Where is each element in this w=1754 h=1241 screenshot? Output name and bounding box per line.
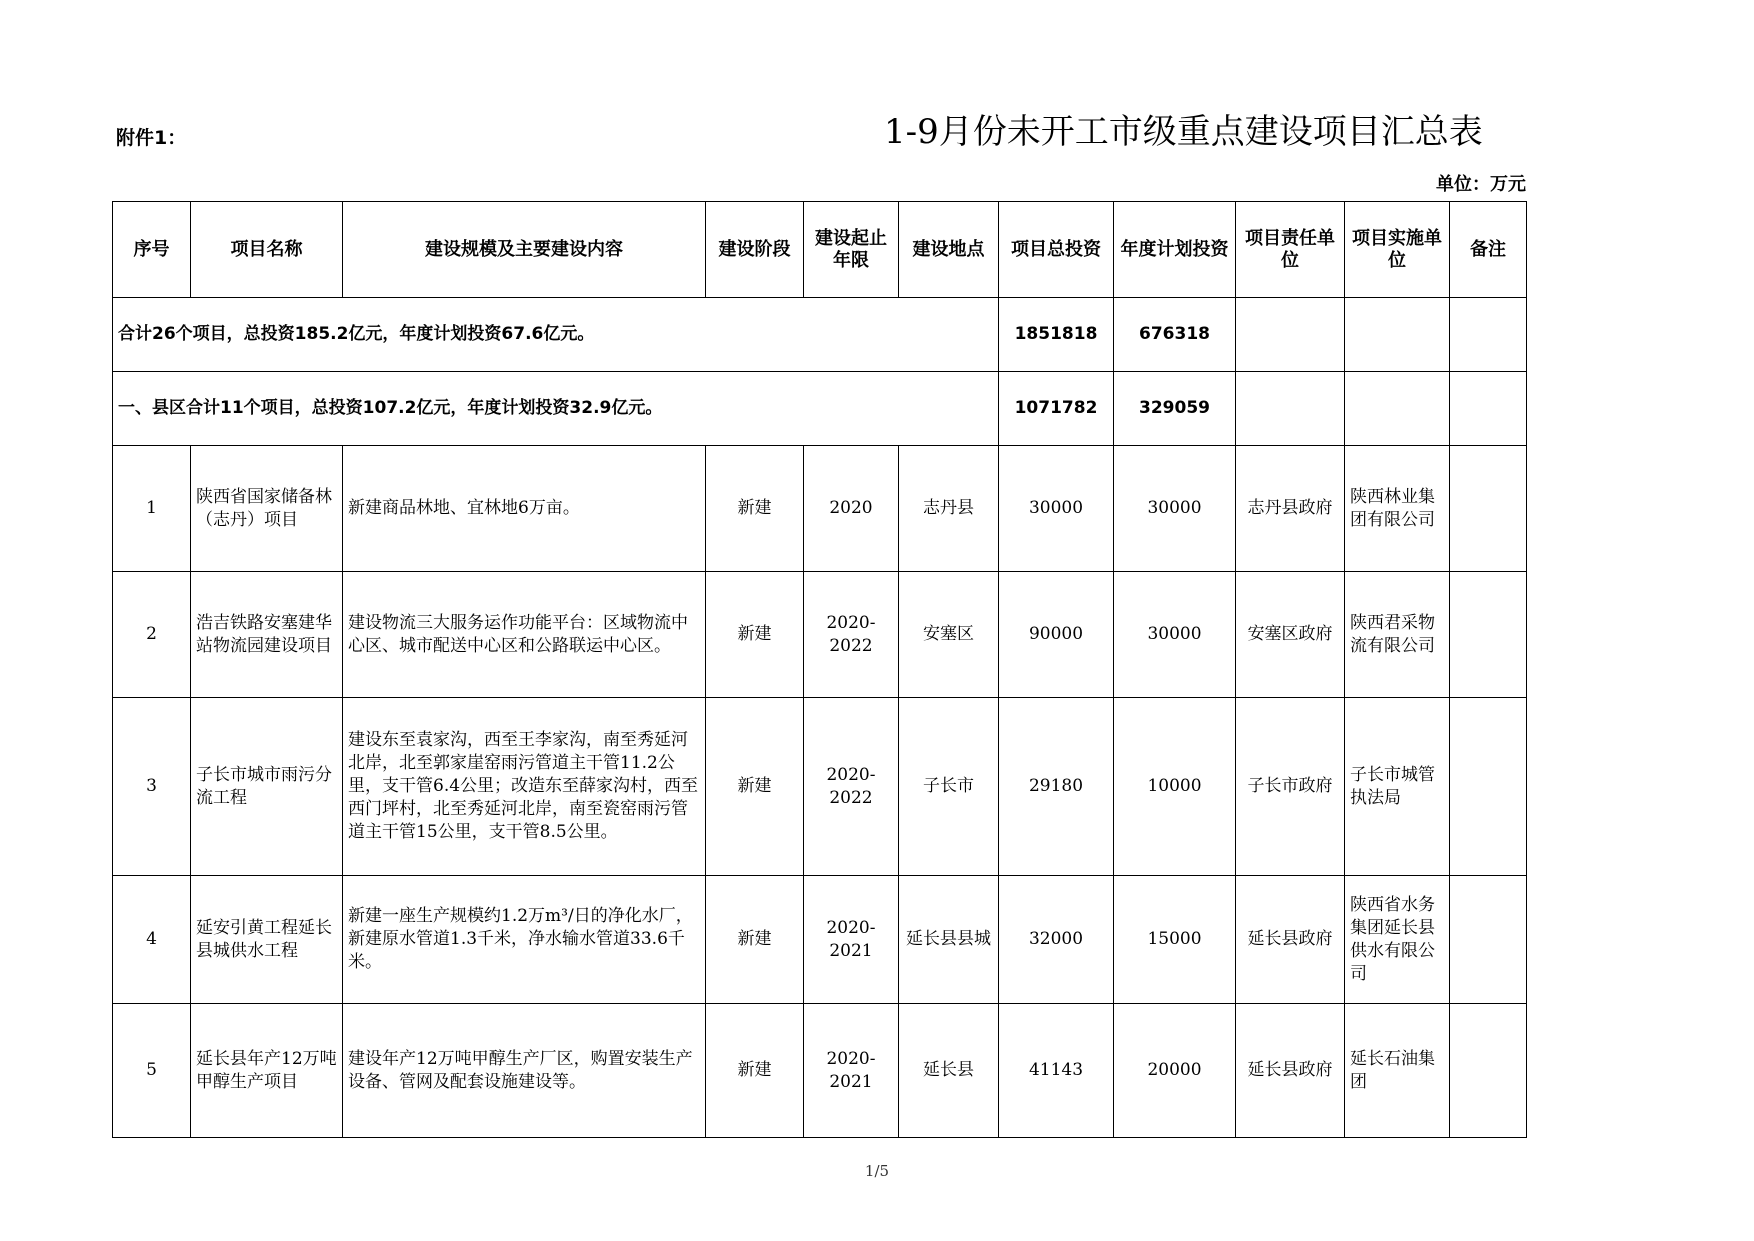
cell-years: 2020 (804, 446, 899, 572)
summary-county-note (1450, 372, 1527, 446)
cell-annual: 30000 (1114, 572, 1236, 698)
table-row (113, 1004, 1527, 1138)
summary-county-label: 一、县区合计11个项目，总投资107.2亿元，年度计划投资32.9亿元。 (113, 372, 999, 446)
cell-note (1450, 1004, 1527, 1138)
summary-county-resp (1236, 372, 1345, 446)
table-row (113, 446, 1527, 572)
cell-content: 新建一座生产规模约1.2万m³/日的净化水厂，新建原水管道1.3千米，净水输水管道33.6千米。 (343, 876, 706, 1004)
header-resp: 项目责任单位 (1236, 202, 1345, 298)
summary-county-investment: 1071782 (999, 372, 1114, 446)
header-years: 建设起止年限 (804, 202, 899, 298)
unit-label: 单位：万元 (1436, 174, 1526, 195)
cell-resp: 志丹县政府 (1236, 446, 1345, 572)
cell-total: 29180 (999, 698, 1114, 876)
table-row (113, 698, 1527, 876)
cell-seq: 1 (113, 446, 191, 572)
cell-resp: 子长市政府 (1236, 698, 1345, 876)
summary-total-investment: 1851818 (999, 298, 1114, 372)
cell-stage: 新建 (706, 446, 804, 572)
header-impl: 项目实施单位 (1345, 202, 1450, 298)
cell-impl: 延长石油集团 (1345, 1004, 1450, 1138)
header-row (113, 202, 1527, 298)
cell-name: 延长县年产12万吨甲醇生产项目 (191, 1004, 343, 1138)
cell-impl: 陕西君采物流有限公司 (1345, 572, 1450, 698)
cell-total: 90000 (999, 572, 1114, 698)
summary-total-note (1450, 298, 1527, 372)
cell-total: 41143 (999, 1004, 1114, 1138)
cell-impl: 子长市城管执法局 (1345, 698, 1450, 876)
table-row (113, 572, 1527, 698)
header-stage: 建设阶段 (706, 202, 804, 298)
header-seq: 序号 (113, 202, 191, 298)
cell-seq: 3 (113, 698, 191, 876)
cell-content: 新建商品林地、宜林地6万亩。 (343, 446, 706, 572)
attachment-label: 附件1： (116, 127, 187, 149)
cell-note (1450, 572, 1527, 698)
cell-content: 建设年产12万吨甲醇生产厂区，购置安装生产设备、管网及配套设施建设等。 (343, 1004, 706, 1138)
summary-total-label: 合计26个项目，总投资185.2亿元，年度计划投资67.6亿元。 (113, 298, 999, 372)
cell-annual: 30000 (1114, 446, 1236, 572)
cell-seq: 5 (113, 1004, 191, 1138)
cell-impl: 陕西林业集团有限公司 (1345, 446, 1450, 572)
cell-content: 建设东至袁家沟，西至王李家沟，南至秀延河北岸，北至郭家崖窑雨污管道主干管11.2公里，支干管6.4公里；改造东至薛家沟村，西至西门坪村，北至秀延河北岸，南至瓷窑雨污管道主干管15公里，支干管8.5公里。 (343, 698, 706, 876)
cell-impl: 陕西省水务集团延长县供水有限公司 (1345, 876, 1450, 1004)
cell-resp: 延长县政府 (1236, 876, 1345, 1004)
header-annual: 年度计划投资 (1114, 202, 1236, 298)
cell-years: 2020-2021 (804, 876, 899, 1004)
header-total: 项目总投资 (999, 202, 1114, 298)
cell-seq: 2 (113, 572, 191, 698)
summary-county-row (113, 372, 1527, 446)
cell-name: 子长市城市雨污分流工程 (191, 698, 343, 876)
cell-note (1450, 698, 1527, 876)
cell-annual: 15000 (1114, 876, 1236, 1004)
page-title: 1-9月份未开工市级重点建设项目汇总表 (884, 112, 1483, 152)
cell-location: 志丹县 (899, 446, 999, 572)
cell-total: 32000 (999, 876, 1114, 1004)
cell-content: 建设物流三大服务运作功能平台：区域物流中心区、城市配送中心区和公路联运中心区。 (343, 572, 706, 698)
table-row (113, 876, 1527, 1004)
header-note: 备注 (1450, 202, 1527, 298)
cell-annual: 20000 (1114, 1004, 1236, 1138)
cell-location: 延长县 (899, 1004, 999, 1138)
cell-seq: 4 (113, 876, 191, 1004)
cell-note (1450, 446, 1527, 572)
cell-resp: 延长县政府 (1236, 1004, 1345, 1138)
cell-location: 安塞区 (899, 572, 999, 698)
cell-years: 2020-2022 (804, 572, 899, 698)
cell-note (1450, 876, 1527, 1004)
summary-total-impl (1345, 298, 1450, 372)
summary-total-annual: 676318 (1114, 298, 1236, 372)
cell-total: 30000 (999, 446, 1114, 572)
cell-name: 延安引黄工程延长县城供水工程 (191, 876, 343, 1004)
cell-stage: 新建 (706, 1004, 804, 1138)
cell-annual: 10000 (1114, 698, 1236, 876)
page-number: 1/5 (864, 1162, 890, 1180)
cell-years: 2020-2021 (804, 1004, 899, 1138)
header-content: 建设规模及主要建设内容 (343, 202, 706, 298)
cell-stage: 新建 (706, 698, 804, 876)
header-name: 项目名称 (191, 202, 343, 298)
cell-name: 陕西省国家储备林（志丹）项目 (191, 446, 343, 572)
header-location: 建设地点 (899, 202, 999, 298)
summary-total-row (113, 298, 1527, 372)
summary-county-impl (1345, 372, 1450, 446)
cell-location: 子长市 (899, 698, 999, 876)
cell-name: 浩吉铁路安塞建华站物流园建设项目 (191, 572, 343, 698)
cell-stage: 新建 (706, 572, 804, 698)
summary-county-annual: 329059 (1114, 372, 1236, 446)
cell-years: 2020-2022 (804, 698, 899, 876)
cell-resp: 安塞区政府 (1236, 572, 1345, 698)
summary-total-resp (1236, 298, 1345, 372)
cell-location: 延长县县城 (899, 876, 999, 1004)
project-table (112, 201, 1527, 1138)
cell-stage: 新建 (706, 876, 804, 1004)
